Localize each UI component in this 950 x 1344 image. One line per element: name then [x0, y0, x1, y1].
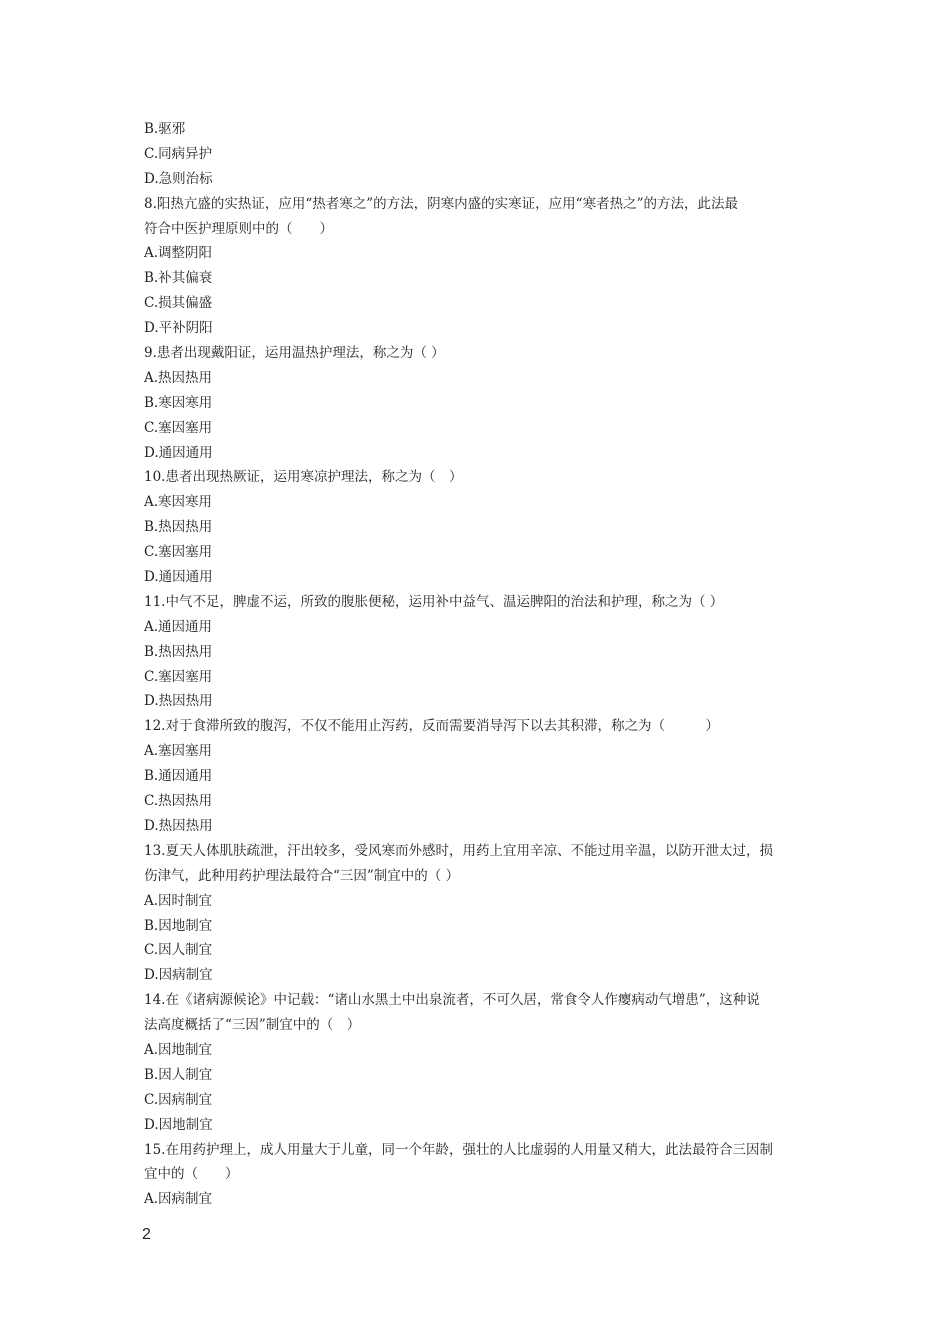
text-line: D.平补阴阳: [144, 320, 213, 337]
text-line: C.热因热用: [144, 793, 213, 810]
text-line: C.同病异护: [144, 145, 213, 162]
text-line: A.因病制宜: [144, 1191, 213, 1208]
text-line: C.塞因塞用: [144, 668, 213, 685]
text-line: B.热因热用: [144, 519, 213, 536]
text-line: B.寒因寒用: [144, 394, 213, 411]
text-line: B.补其偏衰: [144, 270, 213, 287]
text-line: D.通因通用: [144, 569, 213, 586]
text-line: 15.在用药护理上，成人用量大于儿童，同一个年龄，强壮的人比虚弱的人用量又稍大，此法最符合三因制: [144, 1141, 773, 1158]
text-line: D.通因通用: [144, 444, 213, 461]
text-line: D.因病制宜: [144, 967, 213, 984]
text-line: 12.对于食滞所致的腹泻，不仅不能用止泻药，反而需要消导泻下以去其积滞，称之为（ ）: [144, 718, 719, 735]
text-line: D.因地制宜: [144, 1116, 213, 1133]
text-line: A.因地制宜: [144, 1041, 213, 1058]
text-line: D.热因热用: [144, 817, 213, 834]
text-line: A.因时制宜: [144, 892, 213, 909]
text-line: A.通因通用: [144, 618, 213, 635]
text-line: A.调整阴阳: [144, 245, 213, 262]
text-line: A.热因热用: [144, 369, 213, 386]
text-line: B.驱邪: [144, 121, 186, 137]
text-line: D.急则治标: [144, 170, 213, 187]
text-line: 法高度概括了“三因”制宜中的（ ）: [144, 1017, 361, 1034]
text-line: 10.患者出现热厥证，运用寒凉护理法，称之为（ ）: [144, 469, 463, 486]
text-line: D.热因热用: [144, 693, 213, 710]
text-line: 11.中气不足，脾虚不运，所致的腹胀便秘，运用补中益气、温运脾阳的治法和护理，称之为（ ）: [144, 593, 724, 610]
text-line: 符合中医护理原则中的（ ）: [144, 220, 333, 237]
text-line: C.因病制宜: [144, 1091, 213, 1108]
text-line: 伤津气，此种用药护理法最符合“三因”制宜中的（ ）: [144, 867, 460, 884]
question-list: [144, 117, 810, 1212]
text-line: B.通因通用: [144, 768, 213, 785]
text-line: B.热因热用: [144, 643, 213, 660]
page-number: 2: [142, 1226, 151, 1243]
text-line: 13.夏天人体肌肤疏泄，汗出较多，受风寒而外感时，用药上宜用辛凉、不能过用辛温，以防开泄太过，损: [144, 842, 773, 859]
text-line: B.因地制宜: [144, 917, 213, 934]
text-line: A.塞因塞用: [144, 743, 213, 760]
text-line: C.塞因塞用: [144, 544, 213, 561]
text-line: C.损其偏盛: [144, 295, 213, 312]
text-line: B.因人制宜: [144, 1066, 213, 1083]
text-line: 宜中的（ ）: [144, 1166, 239, 1183]
text-line: C.塞因塞用: [144, 419, 213, 436]
text-line: 8.阳热亢盛的实热证，应用“热者寒之”的方法，阴寒内盛的实寒证，应用“寒者热之”的方法，此法最: [144, 195, 738, 212]
text-line: A.寒因寒用: [144, 494, 213, 511]
text-line: 14.在《诸病源候论》中记载：“诸山水黑土中出泉流者，不可久居，常食令人作瘿病动气增患”，这种说: [144, 992, 760, 1009]
text-line: 9.患者出现戴阳证，运用温热护理法，称之为（ ）: [144, 345, 445, 362]
text-line: C.因人制宜: [144, 942, 213, 959]
